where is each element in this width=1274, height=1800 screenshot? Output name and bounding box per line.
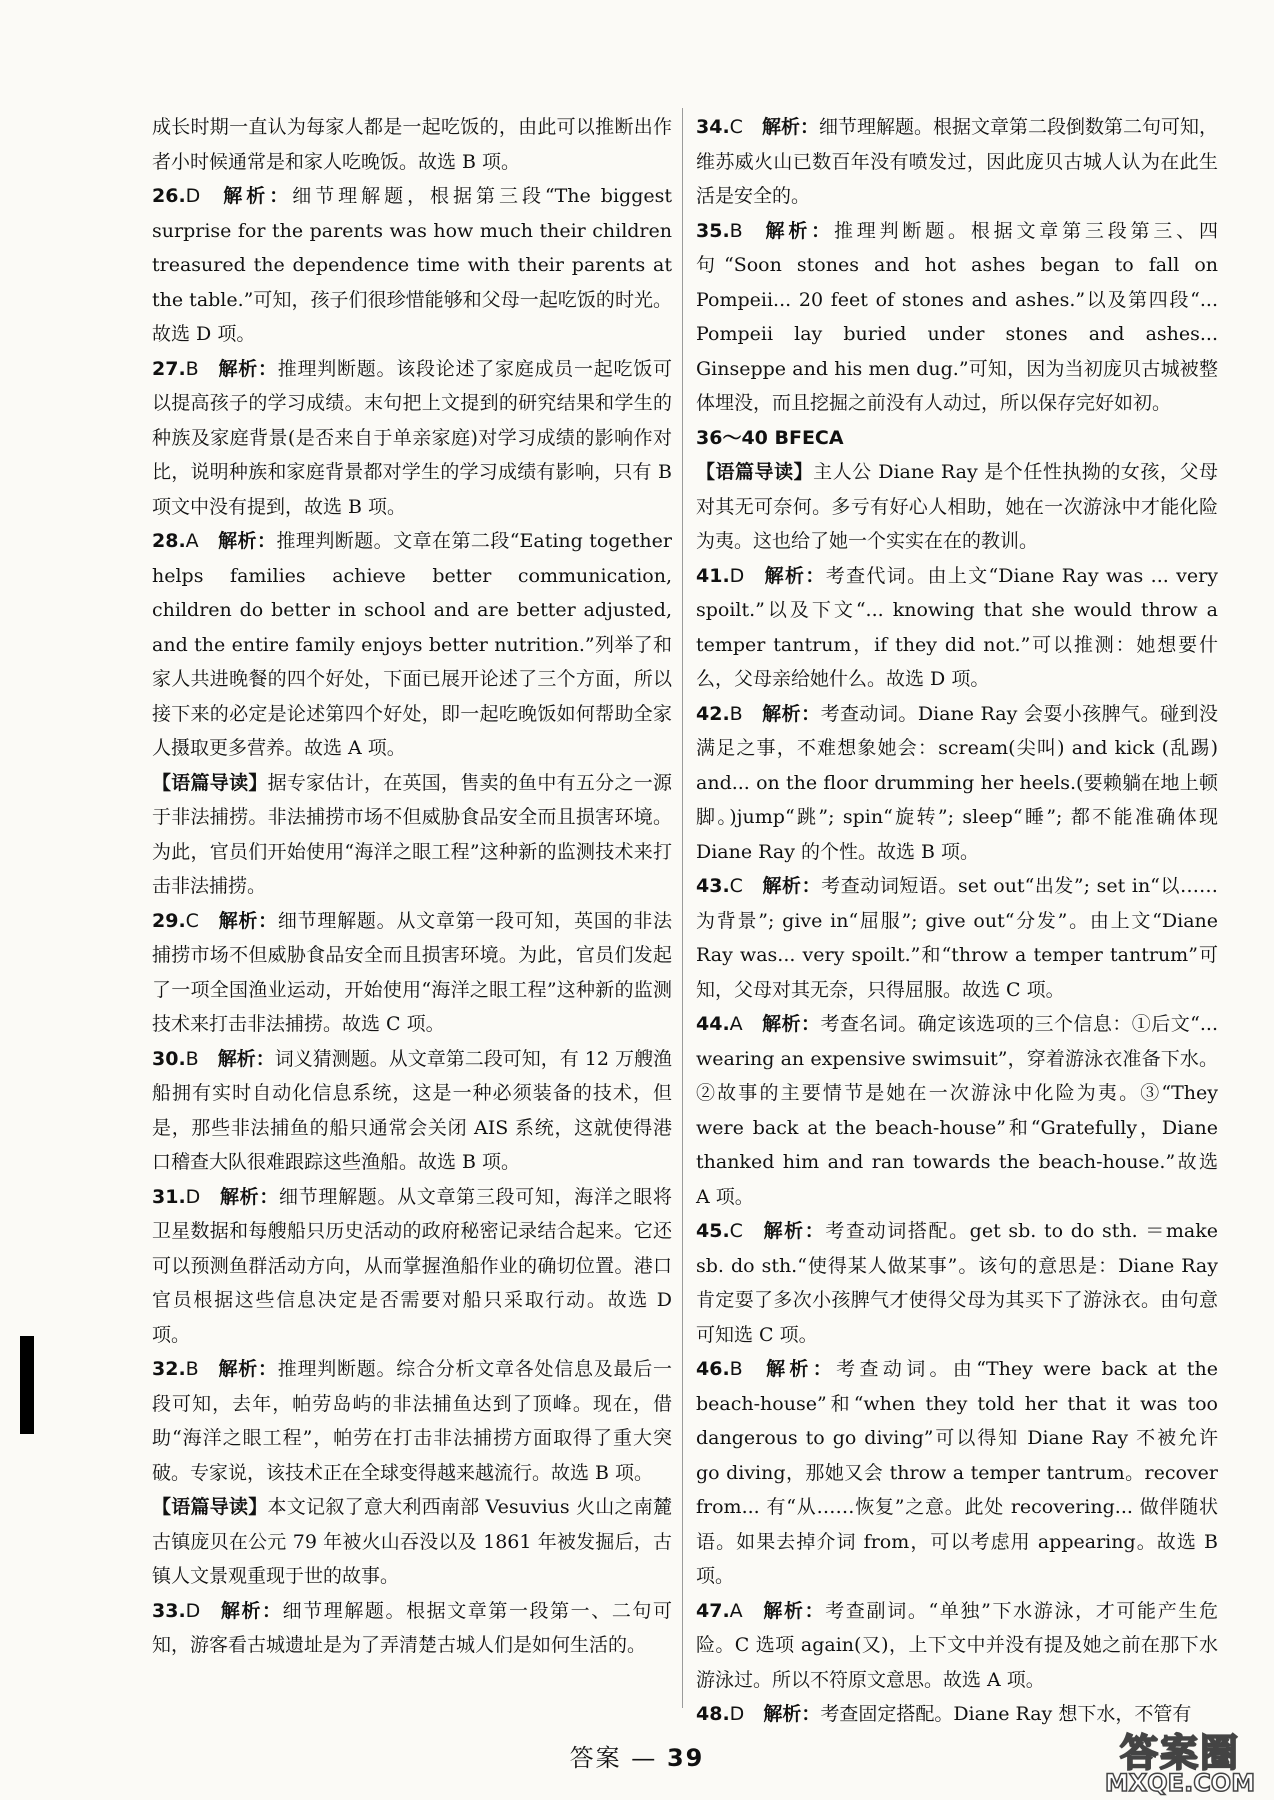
question-number: 29. xyxy=(152,909,186,932)
answer-letter: B xyxy=(729,219,743,242)
answer-item xyxy=(152,904,672,1042)
explanation-label: 解析： xyxy=(217,909,278,932)
answer-letter: C xyxy=(729,875,743,897)
page-number: 39 xyxy=(666,1744,705,1772)
explanation-text: 考查名词。确定该选项的三个信息：①后文“... wearing an expensive swimsuit”，穿着游泳衣准备下水。②故事的主要情节是她在一次游泳中化险为夷。③“They were back at the beach-house”和“Gratefully，Diane thanked him and ran towards the beach-house.”故选 A 项。 xyxy=(696,1013,1218,1208)
explanation-text: 考查代词。由上文“Diane Ray was ... very spoilt.”以及下文“... knowing that she would throw a temper tantrum，if they did not.”可以推测：她想要什么，父母亲给她什么。故选 D 项。 xyxy=(696,564,1218,690)
question-number: 45. xyxy=(696,1220,730,1242)
answer-item xyxy=(152,1042,672,1180)
reading-guide-text: 本文记叙了意大利西南部 Vesuvius 火山之南麓古镇庞贝在公元 79 年被火山吞没以及 1861 年被发掘后，古镇人文景观重现于世的故事。 xyxy=(152,1496,672,1587)
question-number: 34. xyxy=(696,116,730,138)
explanation-text: 细节理解题。从文章第三段可知，海洋之眼将卫星数据和每艘船只历史活动的政府秘密记录结合起来。它还可以预测鱼群活动方向，从而掌握渔船作业的确切位置。港口官员根据这些信息决定是否需要对船只采取行动。故选 D 项。 xyxy=(152,1185,672,1346)
explanation-label: 解析： xyxy=(761,702,821,725)
left-column xyxy=(152,110,672,1663)
explanation-text: 考查动词。Diane Ray 会耍小孩脾气。碰到没满足之事，不难想象她会：scream(尖叫) and kick (乱踢) and... on the floor drumming her heels.(要赖躺在地上顿脚。)jump“跳”; spin“旋转”; sleep“睡”; 都不能准确体现 Diane Ray 的个性。故选 B 项。 xyxy=(696,702,1218,863)
question-number: 43. xyxy=(696,875,730,897)
answer-item xyxy=(696,1352,1218,1594)
continuation-paragraph: 成长时期一直认为每家人都是一起吃饭的，由此可以推断出作者小时候通常是和家人吃晚饭。故选 B 项。 xyxy=(152,116,672,173)
explanation-text: 推理判断题。综合分析文章各处信息及最后一段可知，去年，帕劳岛屿的非法捕鱼达到了顶峰。现在，借助“海洋之眼工程”，帕劳在打击非法捕捞方面取得了重大突破。专家说，该技术正在全球变得越来越流行。故选 B 项。 xyxy=(152,1358,672,1484)
question-number: 26. xyxy=(152,185,186,207)
explanation-label: 解析： xyxy=(763,1703,821,1725)
footer-dash: — xyxy=(631,1744,658,1772)
explanation-text: 细节理解题。根据文章第一段第一、二句可知，游客看古城遗址是为了弄清楚古城人们是如何生活的。 xyxy=(152,1599,672,1656)
answer-letter: C xyxy=(729,116,743,138)
answer-letter: C xyxy=(185,909,199,932)
answer-letter: A xyxy=(185,530,199,552)
answer-letter: D xyxy=(729,564,745,587)
answer-item xyxy=(696,1594,1218,1698)
explanation-text: 细节理解题。根据文章第二段倒数第二句可知，维苏威火山已数百年没有喷发过，因此庞贝古城人认为在此生活是安全的。 xyxy=(696,116,1218,207)
question-number: 30. xyxy=(152,1047,186,1070)
question-number: 27. xyxy=(152,357,186,380)
question-number: 35. xyxy=(696,219,730,242)
answer-item xyxy=(152,1352,672,1490)
watermark-title: 答案圈 xyxy=(1119,1731,1240,1775)
page-footer xyxy=(0,1738,1274,1773)
right-column xyxy=(696,110,1218,1732)
answer-letter: B xyxy=(185,1047,199,1070)
question-number: 44. xyxy=(696,1013,730,1035)
question-number: 32. xyxy=(152,1358,186,1380)
question-number: 46. xyxy=(696,1358,730,1380)
answer-item xyxy=(696,559,1218,697)
answer-letter: B xyxy=(729,1358,743,1380)
answer-letter: A xyxy=(729,1013,743,1035)
answer-letter: D xyxy=(185,1599,201,1622)
explanation-text: 细节理解题。从文章第一段可知，英国的非法捕捞市场不但威胁食品安全而且损害环境。为此，官员们发起了一项全国渔业运动，开始使用“海洋之眼工程”这种新的监测技术来打击非法捕捞。故选 C 项。 xyxy=(152,909,672,1035)
explanation-label: 解析： xyxy=(761,1013,821,1035)
explanation-label: 解析： xyxy=(219,1185,280,1208)
explanation-label: 解析： xyxy=(761,875,822,897)
explanation-text: 考查固定搭配。Diane Ray 想下水，不管有 xyxy=(820,1703,1192,1725)
reading-guide xyxy=(696,455,1218,559)
explanation-label: 解析： xyxy=(761,116,819,138)
answer-item xyxy=(696,697,1218,870)
answer-item xyxy=(152,524,672,766)
explanation-text: 考查副词。“单独”下水游泳，才可能产生危险。C 选项 again(又)，上下文中并没有提及她之前在那下水游泳过。所以不符原文意思。故选 A 项。 xyxy=(696,1599,1218,1691)
answer-item xyxy=(696,214,1218,421)
reading-guide-tag: 【语篇导读】 xyxy=(152,1496,268,1518)
explanation-label: 解析： xyxy=(217,1047,275,1070)
explanation-label: 解析： xyxy=(763,564,826,587)
reading-guide xyxy=(152,1490,672,1594)
reading-guide-text: 据专家估计，在英国，售卖的鱼中有五分之一源于非法捕捞。非法捕捞市场不但威胁食品安全而且损害环境。为此，官员们开始使用“海洋之眼工程”这种新的监测技术来打击非法捕捞。 xyxy=(152,771,672,897)
watermark-url: MXQE.COM xyxy=(1104,1769,1256,1797)
column-divider xyxy=(682,108,683,1708)
explanation-text: 考查动词。由“They were back at the beach-house”和“when they told her that it was too dangerous to go diving”可以得知 Diane Ray 不被允许 go diving，那她又会 throw a temper tantrum。recover from... 有“从……恢复”之意。此处 recovering... 做伴随状语。如果去掉介词 from，可以考虑用 appearing。故选 B 项。 xyxy=(696,1358,1218,1587)
answer-letter: B xyxy=(185,357,199,380)
explanation-text: 考查动词短语。set out“出发”; set in“以……为背景”; give in“屈服”; give out“分发”。由上文“Diane Ray was... very spoilt.”和“throw a temper tantrum”可知，父母对其无奈，只得屈服。故选 C 项。 xyxy=(696,875,1218,1001)
explanation-text: 考查动词搭配。get sb. to do sth. ＝make sb. do sth.“使得某人做某事”。该句的意思是：Diane Ray 肯定耍了多次小孩脾气才使得父母为其买下了游泳衣。由句意可知选 C 项。 xyxy=(696,1220,1218,1346)
reading-guide xyxy=(152,766,672,904)
question-number: 41. xyxy=(696,564,730,587)
margin-mark xyxy=(20,1336,34,1434)
question-number: 42. xyxy=(696,702,730,725)
answer-key-line: 36～40 BFECA xyxy=(696,426,844,449)
question-number: 33. xyxy=(152,1599,186,1622)
answer-letter: D xyxy=(729,1703,745,1725)
answer-item xyxy=(696,1214,1218,1352)
explanation-label: 解析： xyxy=(219,185,293,207)
answer-letter: A xyxy=(729,1599,743,1622)
answer-item xyxy=(152,1180,672,1353)
explanation-label: 解析： xyxy=(761,1358,837,1380)
explanation-text: 推理判断题。文章在第二段“Eating together helps families achieve better communication, children do better in school and are better adjusted, and the entire family enjoys better nutrition.”列举了和家人共进晚餐的四个好处，下面已展开论述了三个方面，所以接下来的必定是论述第四个好处，即一起吃晚饭如何帮助全家人摄取更多营养。故选 A 项。 xyxy=(152,530,672,759)
explanation-label: 解析： xyxy=(761,219,834,242)
answer-letter: B xyxy=(729,702,743,725)
question-number: 28. xyxy=(152,530,186,552)
explanation-text: 推理判断题。该段论述了家庭成员一起吃饭可以提高孩子的学习成绩。末句把上文提到的研究结果和学生的种族及家庭背景(是否来自于单亲家庭)对学习成绩的影响作对比，说明种族和家庭背景都对学生的学习成绩有影响，只有 B 项文中没有提到，故选 B 项。 xyxy=(152,357,672,518)
answer-item xyxy=(152,179,672,352)
question-number: 47. xyxy=(696,1599,730,1622)
answer-letter: D xyxy=(185,1185,201,1208)
explanation-label: 解析： xyxy=(217,357,278,380)
reading-guide-text: 主人公 Diane Ray 是个任性执拗的女孩，父母对其无可奈何。多亏有好心人相助，她在一次游泳中才能化险为夷。这也给了她一个实实在在的教训。 xyxy=(696,461,1218,552)
answer-item xyxy=(696,869,1218,1007)
answer-item xyxy=(152,1594,672,1663)
explanation-label: 解析： xyxy=(219,1599,283,1622)
explanation-label: 解析： xyxy=(217,530,277,552)
explanation-text: 推理判断题。根据文章第三段第三、四句“Soon stones and hot ashes began to fall on Pompeii... 20 feet of stones and ashes.”以及第四段“... Pompeii lay buried under stones and ashes... Ginseppe and his men dug.”可知，因为当初庞贝古城被整体埋没，而且挖掘之前没有人动过，所以保存完好如初。 xyxy=(696,219,1218,414)
answer-item xyxy=(696,1007,1218,1214)
explanation-label: 解析： xyxy=(761,1599,826,1622)
answer-item xyxy=(696,110,1218,214)
explanation-label: 解析： xyxy=(761,1220,826,1242)
explanation-text: 词义猜测题。从文章第二段可知，有 12 万艘渔船拥有实时自动化信息系统，这是一种必须装备的技术，但是，那些非法捕鱼的船只通常会关闭 AIS 系统，这就使得港口稽查大队很难跟踪这些渔船。故选 B 项。 xyxy=(152,1047,672,1173)
reading-guide-tag: 【语篇导读】 xyxy=(696,461,814,483)
question-number: 48. xyxy=(696,1703,730,1725)
answer-letter: C xyxy=(729,1220,743,1242)
question-number: 31. xyxy=(152,1185,186,1208)
answer-letter: B xyxy=(185,1358,199,1380)
answer-item xyxy=(152,352,672,525)
answer-letter: D xyxy=(185,185,201,207)
explanation-text: 细节理解题，根据第三段“The biggest surprise for the parents was how much their children treasured the dependence time with their parents at the table.”可知，孩子们很珍惜能够和父母一起吃饭的时光。故选 D 项。 xyxy=(152,185,672,345)
footer-label: 答案 xyxy=(569,1744,622,1772)
reading-guide-tag: 【语篇导读】 xyxy=(152,771,268,794)
explanation-label: 解析： xyxy=(217,1358,278,1380)
watermark-logo xyxy=(1100,1722,1260,1797)
